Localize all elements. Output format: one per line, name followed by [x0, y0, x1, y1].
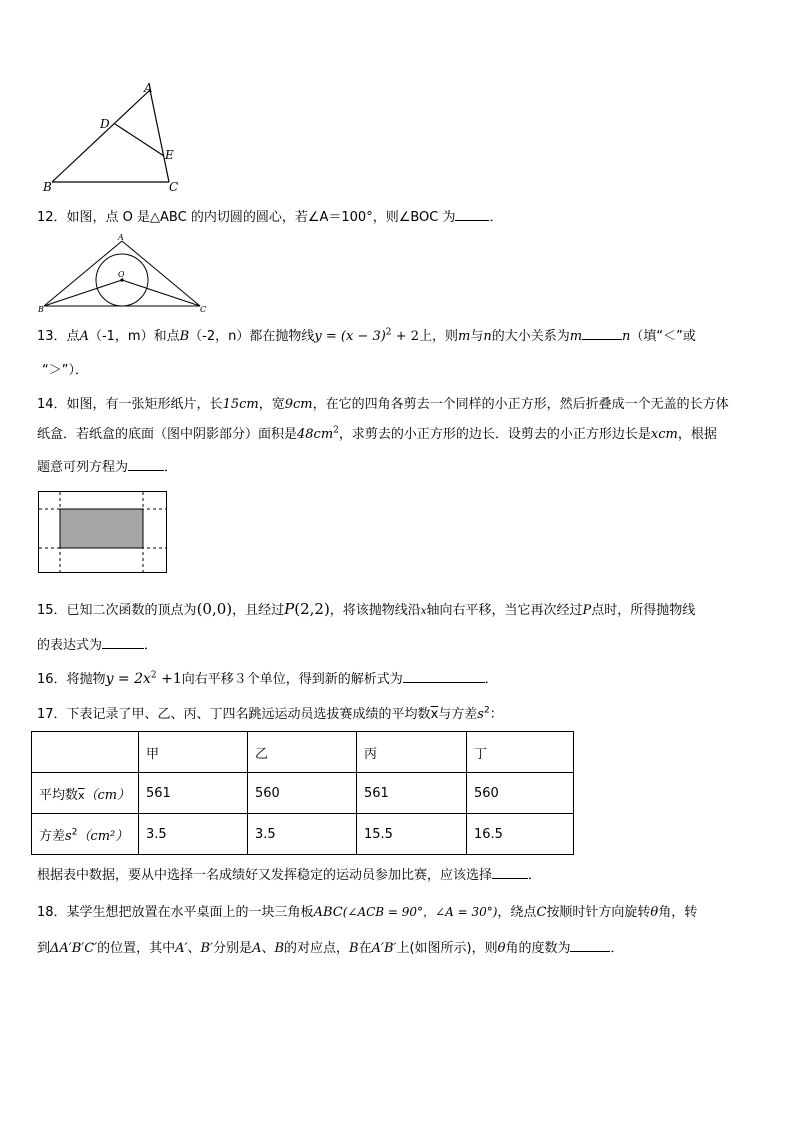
q13-formula-exp: 2 — [385, 327, 392, 338]
question-14 — [37, 396, 729, 414]
table-header-cell: 乙 — [248, 732, 357, 773]
q12-answer-blank[interactable] — [455, 208, 489, 221]
mean-symbol: $\overline{x}$ — [78, 788, 85, 802]
q14-text: ，根据 — [677, 427, 717, 442]
q18-text: 到 — [37, 941, 51, 956]
segment-ab — [52, 90, 150, 182]
label-e: E — [165, 148, 174, 162]
table-header-cell: 丙 — [357, 732, 467, 773]
q13-var-n: n — [622, 329, 631, 344]
q18-point-a: A — [252, 941, 262, 956]
q16-text: 将抛物 — [66, 672, 106, 687]
segment-ab — [44, 241, 122, 306]
q17-variance-exp: 2 — [483, 705, 490, 716]
q18-text: 某学生想把放置在水平桌面上的一块三角板 — [66, 905, 314, 920]
q18-point-c: C — [536, 905, 547, 920]
label-d: D — [100, 117, 110, 131]
q17-text: 下表记录了甲、乙、丙、丁四名跳远运动员选拔赛成绩的平均数 — [66, 707, 431, 722]
label-b: B — [38, 305, 44, 314]
q15-end: ． — [144, 638, 158, 653]
q18-text: 的位置，其中 — [97, 941, 176, 956]
triangle-de-figure — [40, 78, 190, 196]
table-row-mean — [32, 773, 574, 814]
label-c: C — [169, 180, 179, 194]
q18-point-b: B — [274, 941, 285, 956]
table-cell: 3.5 — [139, 814, 248, 855]
q13-point-b: B — [179, 329, 190, 344]
q15-var-x: x — [420, 606, 427, 617]
q18-text: 分别是 — [213, 941, 253, 956]
question-18-line2 — [37, 939, 624, 958]
table-cell: 560 — [248, 773, 357, 814]
q17-text: 根据表中数据，要从中选择一名成绩好又发挥稳定的运动员参加比赛，应该选择 — [37, 868, 493, 883]
table-cell: 3.5 — [248, 814, 357, 855]
question-18 — [37, 903, 697, 922]
label-o: O — [118, 270, 125, 279]
q17-text: 与方差 — [438, 707, 478, 722]
segment-de — [115, 124, 164, 156]
q18-text: ，绕点 — [497, 905, 537, 920]
table-row-variance — [32, 814, 574, 855]
q18-angles: (∠ACB = 90°，∠A = 30°) — [342, 905, 498, 919]
q13-formula: y = (x − 3) — [314, 329, 386, 344]
q12-text: 如图，点 O 是△ABC 的内切圆的圆心，若∠A＝100°，则∠BOC 为 — [66, 210, 456, 225]
q15-point-coord: (2,2) — [294, 600, 330, 618]
mean-unit: （cm） — [84, 787, 131, 803]
segment-ac — [122, 241, 200, 306]
q16-number: 16． — [37, 672, 67, 687]
variance-exp: 2 — [71, 827, 78, 838]
q13-text: 上，则 — [418, 329, 458, 344]
question-16 — [37, 670, 498, 689]
q18-text: 角的度数为 — [505, 941, 571, 956]
q18-point-b: B — [349, 941, 359, 956]
q14-text: 题意可列方程为 — [37, 460, 129, 475]
variance-label: 方差 — [39, 828, 66, 844]
q14-var-x: xcm — [650, 427, 678, 442]
mean-label: 平均数 — [39, 787, 79, 803]
q14-area: 48cm — [297, 427, 334, 442]
q18-segment-apbp: A′B′ — [371, 941, 397, 956]
incircle-figure — [36, 232, 214, 314]
q16-end: ． — [484, 672, 498, 687]
table-header-row — [32, 732, 574, 773]
q14-text: ，在它的四角各剪去一个同样的小正方形，然后折叠成一个无盖的长方体 — [312, 397, 729, 412]
segment-co — [122, 280, 200, 306]
table-cell: 560 — [467, 773, 574, 814]
q15-number: 15． — [37, 603, 67, 618]
table-header-cell: 丁 — [467, 732, 574, 773]
q15-text: 点时，所得抛物线 — [591, 603, 696, 618]
question-17-conclusion — [37, 866, 541, 885]
label-a: A — [118, 233, 124, 242]
q13-text: 的大小关系为 — [491, 329, 570, 344]
q18-text: 、 — [261, 941, 275, 956]
q17-variance-symbol: s — [477, 707, 484, 722]
q18-text: 角，转 — [658, 905, 698, 920]
q15-answer-blank[interactable] — [102, 636, 144, 649]
q14-text: 纸盒．若纸盒的底面（图中阴影部分）面积是 — [37, 427, 298, 442]
q13-answer-blank[interactable] — [582, 327, 622, 340]
question-17 — [37, 706, 503, 724]
q14-text: ，宽 — [258, 397, 285, 412]
label-c: C — [200, 305, 207, 314]
q15-point-p: P — [582, 603, 592, 618]
shaded-base — [60, 509, 143, 548]
q12-end: ． — [489, 210, 503, 225]
q15-text: 已知二次函数的顶点为 — [66, 603, 197, 618]
q18-theta: θ — [650, 905, 659, 920]
scores-table — [31, 731, 574, 855]
table-cell: 16.5 — [467, 814, 574, 855]
q13-text: “＞”）． — [42, 363, 88, 378]
q18-number: 18． — [37, 905, 67, 920]
q18-text: 在 — [358, 941, 372, 956]
segment-bo — [44, 280, 122, 306]
q15-vertex: (0,0) — [196, 600, 233, 618]
q18-end: ． — [610, 941, 624, 956]
q17-text: ： — [489, 707, 503, 722]
q15-point-p: P — [284, 600, 295, 618]
q16-formula: y = 2x — [105, 671, 151, 687]
q13-formula-tail: + 2 — [391, 329, 419, 344]
paper-box-figure — [38, 491, 168, 574]
q14-number: 14． — [37, 397, 67, 412]
variance-symbol: s — [65, 828, 72, 844]
q18-answer-blank[interactable] — [570, 939, 610, 952]
table-cell: 561 — [357, 773, 467, 814]
table-row-label — [32, 814, 139, 855]
q12-number: 12． — [37, 210, 67, 225]
q14-text: ，求剪去的小正方形的边长．设剪去的小正方形边长是 — [338, 427, 651, 442]
q13-text: （填“＜”或 — [630, 329, 696, 344]
q17-answer-blank[interactable] — [492, 866, 528, 879]
q18-triangle: ABC — [313, 905, 343, 920]
q15-text: ，且经过 — [232, 603, 285, 618]
table-header-cell — [32, 732, 139, 773]
q13-number: 13． — [37, 329, 67, 344]
q13-text: 都在抛物线 — [249, 329, 315, 344]
label-b: B — [43, 180, 52, 194]
q18-rotated-triangle: ΔA′B′C′ — [50, 941, 98, 956]
question-15-line2 — [37, 636, 157, 655]
question-14-line3 — [37, 458, 177, 477]
q13-text: 点 — [66, 329, 80, 344]
q16-formula-tail: +1 — [156, 671, 182, 687]
q14-width: 9cm — [284, 397, 313, 412]
question-13-line2 — [42, 362, 88, 380]
q14-text: 如图，有一张矩形纸片，长 — [66, 397, 223, 412]
q18-text: 按顺时针方向旋转 — [546, 905, 651, 920]
table-row-label — [32, 773, 139, 814]
q18-text: 上(如图所示)，则 — [396, 941, 498, 956]
question-14-line2 — [37, 426, 717, 444]
table-cell: 15.5 — [357, 814, 467, 855]
q15-text: 轴向右平移，当它再次经过 — [426, 603, 583, 618]
q15-text: 的表达式为 — [37, 638, 103, 653]
question-12 — [37, 208, 503, 227]
question-15 — [37, 598, 695, 623]
table-header-cell: 甲 — [139, 732, 248, 773]
q17-number: 17． — [37, 707, 67, 722]
q13-text: 和点 — [153, 329, 180, 344]
q13-var-m: m — [569, 329, 583, 344]
q15-text: ，将该抛物线沿 — [329, 603, 421, 618]
q16-answer-blank[interactable] — [403, 670, 485, 683]
question-13 — [37, 327, 696, 346]
q18-text: 的对应点， — [284, 941, 350, 956]
q18-text: 、 — [187, 941, 201, 956]
q13-point-b-coord: （-2，n） — [189, 329, 250, 344]
q13-text: 与 — [470, 329, 484, 344]
q14-length: 15cm — [222, 397, 259, 412]
q18-theta: θ — [497, 941, 506, 956]
q13-point-a: A — [79, 329, 89, 344]
q14-area-exp: 2 — [333, 425, 339, 436]
variance-unit: （cm²） — [77, 828, 129, 844]
q16-formula-exp: 2 — [150, 670, 157, 681]
q17-mean-symbol: $\overline{x}$ — [430, 707, 439, 722]
q16-text: 向右平移３个单位，得到新的解析式为 — [181, 672, 403, 687]
q17-end: ． — [528, 868, 542, 883]
q18-point-a-prime: A′ — [175, 941, 188, 956]
q14-end: ． — [164, 460, 178, 475]
segment-ac — [150, 90, 169, 182]
q18-point-b-prime: B′ — [200, 941, 214, 956]
label-a: A — [144, 81, 153, 95]
q13-var-n: n — [483, 329, 492, 344]
q14-answer-blank[interactable] — [128, 458, 164, 471]
q13-point-a-coord: （-1，m） — [88, 329, 154, 344]
q13-var-m: m — [457, 329, 471, 344]
table-cell: 561 — [139, 773, 248, 814]
